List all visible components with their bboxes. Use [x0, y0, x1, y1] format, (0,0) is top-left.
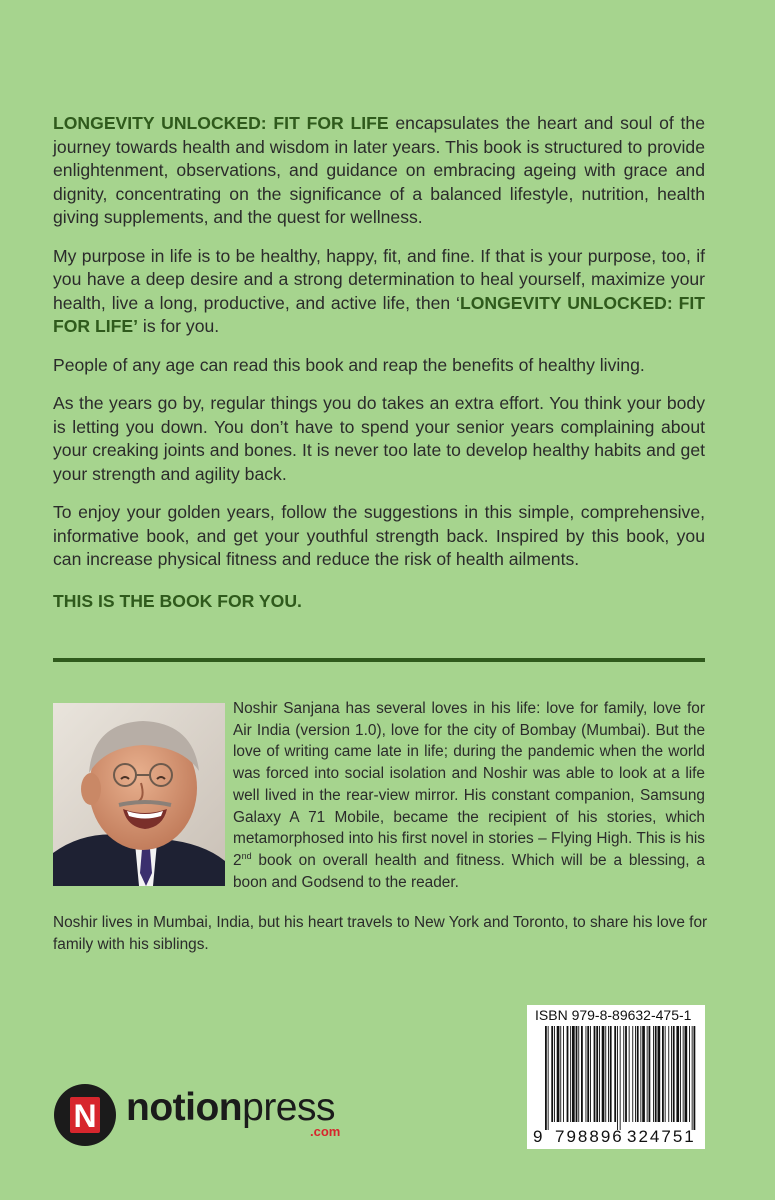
isbn-digit-group-2: 324751	[627, 1127, 696, 1146]
barcode-bar	[594, 1026, 596, 1122]
blurb-paragraph-2	[53, 245, 705, 339]
blurb-text: is for you.	[138, 316, 220, 336]
barcode-bar	[694, 1026, 696, 1130]
blurb-paragraph-4: As the years go by, regular things you do takes an extra effort. You think your body is letting you down. You don’t have to spend your senior years complaining about your creaking joints and bones. It is never too late to develop healthy habits and get your strength and agility back.	[53, 393, 705, 484]
barcode-bar	[658, 1026, 661, 1122]
barcode-bar	[570, 1026, 571, 1122]
logo-letter: N	[73, 1098, 97, 1134]
publisher-name-bold: notion	[126, 1086, 243, 1129]
barcode-bar	[642, 1026, 645, 1122]
barcode-bar	[587, 1026, 589, 1122]
barcode-bar	[572, 1026, 575, 1122]
author-bio-text: book on overall health and fitness. Which will be a blessing, a boon and Godsend to the reader.	[233, 851, 705, 891]
barcode-bar	[563, 1026, 564, 1122]
notionpress-logo-icon	[53, 1083, 117, 1147]
barcode-bar	[676, 1026, 679, 1122]
barcode-bar	[665, 1026, 666, 1122]
book-title-inline: LONGEVITY UNLOCKED: FIT FOR LIFE	[53, 113, 389, 133]
author-bio	[233, 698, 705, 893]
barcode-bar	[560, 1026, 561, 1122]
blurb-paragraph-1	[53, 112, 705, 230]
publisher-domain: .com	[310, 1124, 341, 1139]
isbn-label: ISBN 979-8-89632-475-1	[535, 1007, 692, 1023]
isbn-digit-lead: 9	[533, 1127, 543, 1146]
barcode-bar	[689, 1026, 690, 1122]
barcode-bar	[554, 1026, 555, 1122]
barcode-bar	[623, 1026, 624, 1122]
barcode-bar	[640, 1026, 641, 1122]
barcode-bar	[599, 1026, 600, 1122]
barcode-bar	[668, 1026, 669, 1122]
barcode-bar	[680, 1026, 681, 1122]
barcode-bar	[625, 1026, 627, 1122]
isbn-digit-group-1: 798896	[555, 1127, 624, 1146]
isbn-barcode	[527, 1005, 705, 1149]
barcode-bars	[531, 1026, 701, 1130]
barcode-bar	[608, 1026, 609, 1122]
barcode-bar	[557, 1026, 560, 1122]
barcode-bar	[614, 1026, 616, 1122]
blurb-text: My purpose in life is to be healthy, happy, fit, and fine. If that is your purpose, too, if you have a deep desire and a strong determination to heal yourself, maximize your health, live a long, productive, and active life, then ‘	[53, 245, 705, 313]
ordinal-suffix: nd	[241, 850, 252, 861]
blurb-text: encapsulates the heart and soul of the journey towards health and wisdom in later years. This book is structured to provide enlightenment, observations, and guidance on embracing ageing with grace and dignity, concentrating on the significance of a balanced lifestyle, nutrition, health giving supplements, and the quest for wellness.	[53, 113, 706, 227]
barcode-bar	[590, 1026, 591, 1122]
barcode-bar	[632, 1026, 633, 1122]
barcode-bar	[683, 1026, 684, 1122]
author-photo	[53, 703, 225, 886]
author-bio-text: Noshir Sanjana has several loves in his life: love for family, love for Air India (version 1.0), love for the city of Bombay (Mumbai). But the love of writing came late in life; during the pandemic when the world was forced into social isolation and Noshir was able to look at a life well lived in the rear-view mirror. His constant companion, Samsung Galaxy A 71 Mobile, became the recipient of his stories, which metamorphosed into his first novel in stories – Flying High. This is his 2	[233, 700, 705, 869]
barcode-bar	[649, 1026, 651, 1122]
barcode-bar	[567, 1026, 569, 1122]
barcode-bar	[637, 1026, 639, 1122]
author-residence: Noshir lives in Mumbai, India, but his heart travels to New York and Toronto, to share his love for family with his siblings.	[53, 914, 708, 953]
barcode-bar	[671, 1026, 672, 1122]
back-cover-blurb	[53, 112, 705, 628]
barcode-bar	[578, 1026, 579, 1122]
barcode-bar	[655, 1026, 657, 1122]
barcode-bar	[662, 1026, 664, 1122]
blurb-paragraph-5: To enjoy your golden years, follow the suggestions in this simple, comprehensive, informative book, and get your youthful strength back. Inspired by this book, you can increase physical fitness and reduce the risk of health ailments.	[53, 502, 705, 569]
barcode-bar	[635, 1026, 636, 1122]
barcode-bar	[610, 1026, 612, 1122]
barcode-bar	[605, 1026, 606, 1122]
barcode-bar	[692, 1026, 693, 1130]
barcode-bar	[653, 1026, 654, 1122]
barcode-bar	[685, 1026, 688, 1122]
barcode-bar	[629, 1026, 630, 1122]
barcode-bar	[548, 1026, 549, 1130]
publisher-name-light: press	[242, 1086, 335, 1129]
book-title-inline: LONGEVITY UNLOCKED: FIT FOR LIFE’	[53, 292, 706, 336]
barcode-bar	[602, 1026, 605, 1122]
barcode-bar	[647, 1026, 648, 1122]
barcode-bar	[576, 1026, 578, 1122]
barcode-bar	[673, 1026, 675, 1122]
barcode-bar	[551, 1026, 553, 1122]
blurb-closing-line: THIS IS THE BOOK FOR YOU.	[53, 590, 302, 611]
publisher-name	[126, 1086, 335, 1130]
barcode-bar	[620, 1026, 621, 1130]
barcode-bar	[617, 1026, 618, 1130]
blurb-paragraph-3: People of any age can read this book and reap the benefits of healthy living.	[53, 354, 645, 375]
barcode-bar	[581, 1026, 583, 1122]
barcode-bar	[545, 1026, 547, 1130]
barcode-bar	[586, 1026, 587, 1122]
section-divider	[53, 658, 705, 662]
barcode-bar	[596, 1026, 598, 1122]
